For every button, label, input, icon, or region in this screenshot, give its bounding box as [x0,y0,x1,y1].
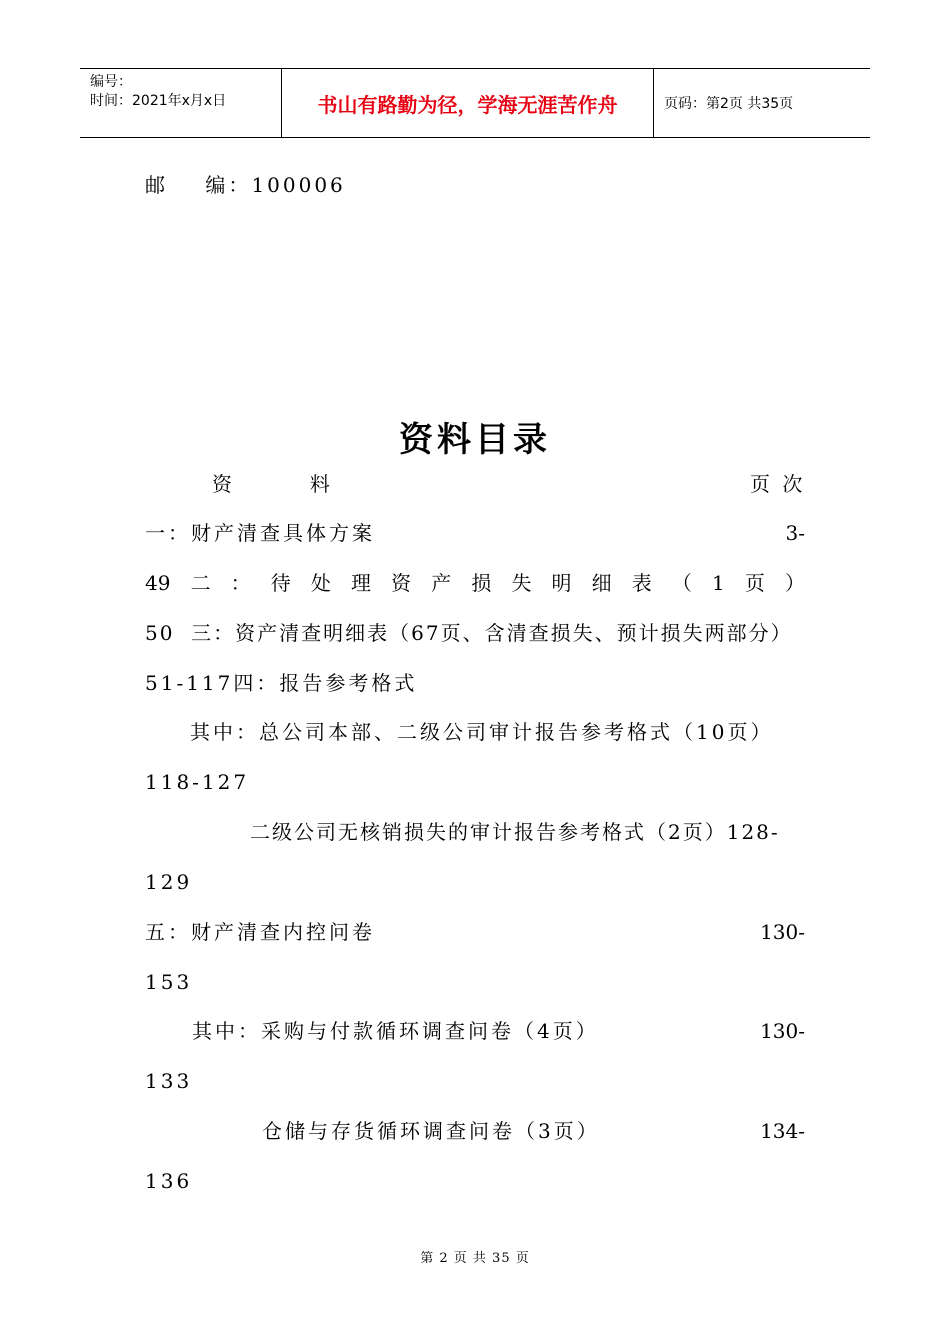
toc-line-2-char: 资 [391,571,412,595]
toc-line-13 [262,1119,805,1143]
toc-line-3: 50 三：资产清查明细表（67页、含清查损失、预计损失两部分） [145,621,793,645]
toc-line-5: 其中：总公司本部、二级公司审计报告参考格式（10页） [190,720,774,744]
toc-line-11 [192,1019,805,1043]
toc-line-2-char: （ [671,571,692,595]
postcode-value: 100006 [251,173,346,197]
toc-item-1: 一：财产清查具体方案 [145,521,375,545]
toc-line-2-char: 明 [551,571,572,595]
toc-line-8: 129 [145,870,193,894]
toc-line-4: 51-117四：报告参考格式 [145,671,418,695]
postcode-line [145,173,346,197]
toc-line-2-char: 产 [431,571,452,595]
page-footer: 第 2 页 共 35 页 [420,1251,530,1266]
toc-subitem-2: 仓储与存货循环调查问卷（3页） [262,1119,600,1143]
toc-item-5: 五：财产清查内控问卷 [145,920,375,944]
toc-line-2-char: ： [230,571,251,595]
header-meta [80,69,282,137]
toc-line-2-char: 表 [631,571,652,595]
page-header [80,68,870,138]
toc-line-14: 136 [145,1169,193,1193]
toc-line-2-char: 49 [145,571,171,595]
toc-line-2-char: 失 [511,571,532,595]
number-label: 编号： [90,74,132,90]
toc-subpage-2: 134- [760,1119,805,1143]
toc-line-2-char: 待 [270,571,291,595]
toc-page-1: 3- [785,521,805,545]
toc-subpage-1: 130- [760,1019,805,1043]
toc-line-2-char: 细 [591,571,612,595]
toc-line-2-char: 损 [471,571,492,595]
toc-subitem-1: 其中：采购与付款循环调查问卷（4页） [192,1019,599,1043]
toc-line-2-char: 页 [744,571,765,595]
toc-line-2-char: 二 [190,571,211,595]
toc-line-1 [145,521,805,545]
toc-line-12: 133 [145,1069,193,1093]
date-label: 时间：2021年x月x日 [90,93,227,109]
toc-line-7: 二级公司无核销损失的审计报告参考格式（2页）128- [250,820,780,844]
toc-page-5: 130- [760,920,805,944]
header-motto: 书山有路勤为径，学海无涯苦作舟 [282,69,654,137]
toc-line-9 [145,920,805,944]
toc-line-2-char: 理 [351,571,371,595]
toc-line-2 [145,571,805,595]
toc-line-2-char: ） [784,571,805,595]
postcode-label: 邮 编： [145,173,252,197]
toc-line-6: 118-127 [145,770,250,794]
toc-line-2-char: 处 [310,571,331,595]
toc-line-10: 153 [145,970,193,994]
toc-line-2-char: 1 [711,571,725,595]
page-title: 资料目录 [399,420,551,460]
column-heading-material: 资 料 [212,472,333,496]
column-heading-pages: 页 次 [750,472,806,496]
header-page-number: 页码：第2页 共35页 [664,96,794,112]
